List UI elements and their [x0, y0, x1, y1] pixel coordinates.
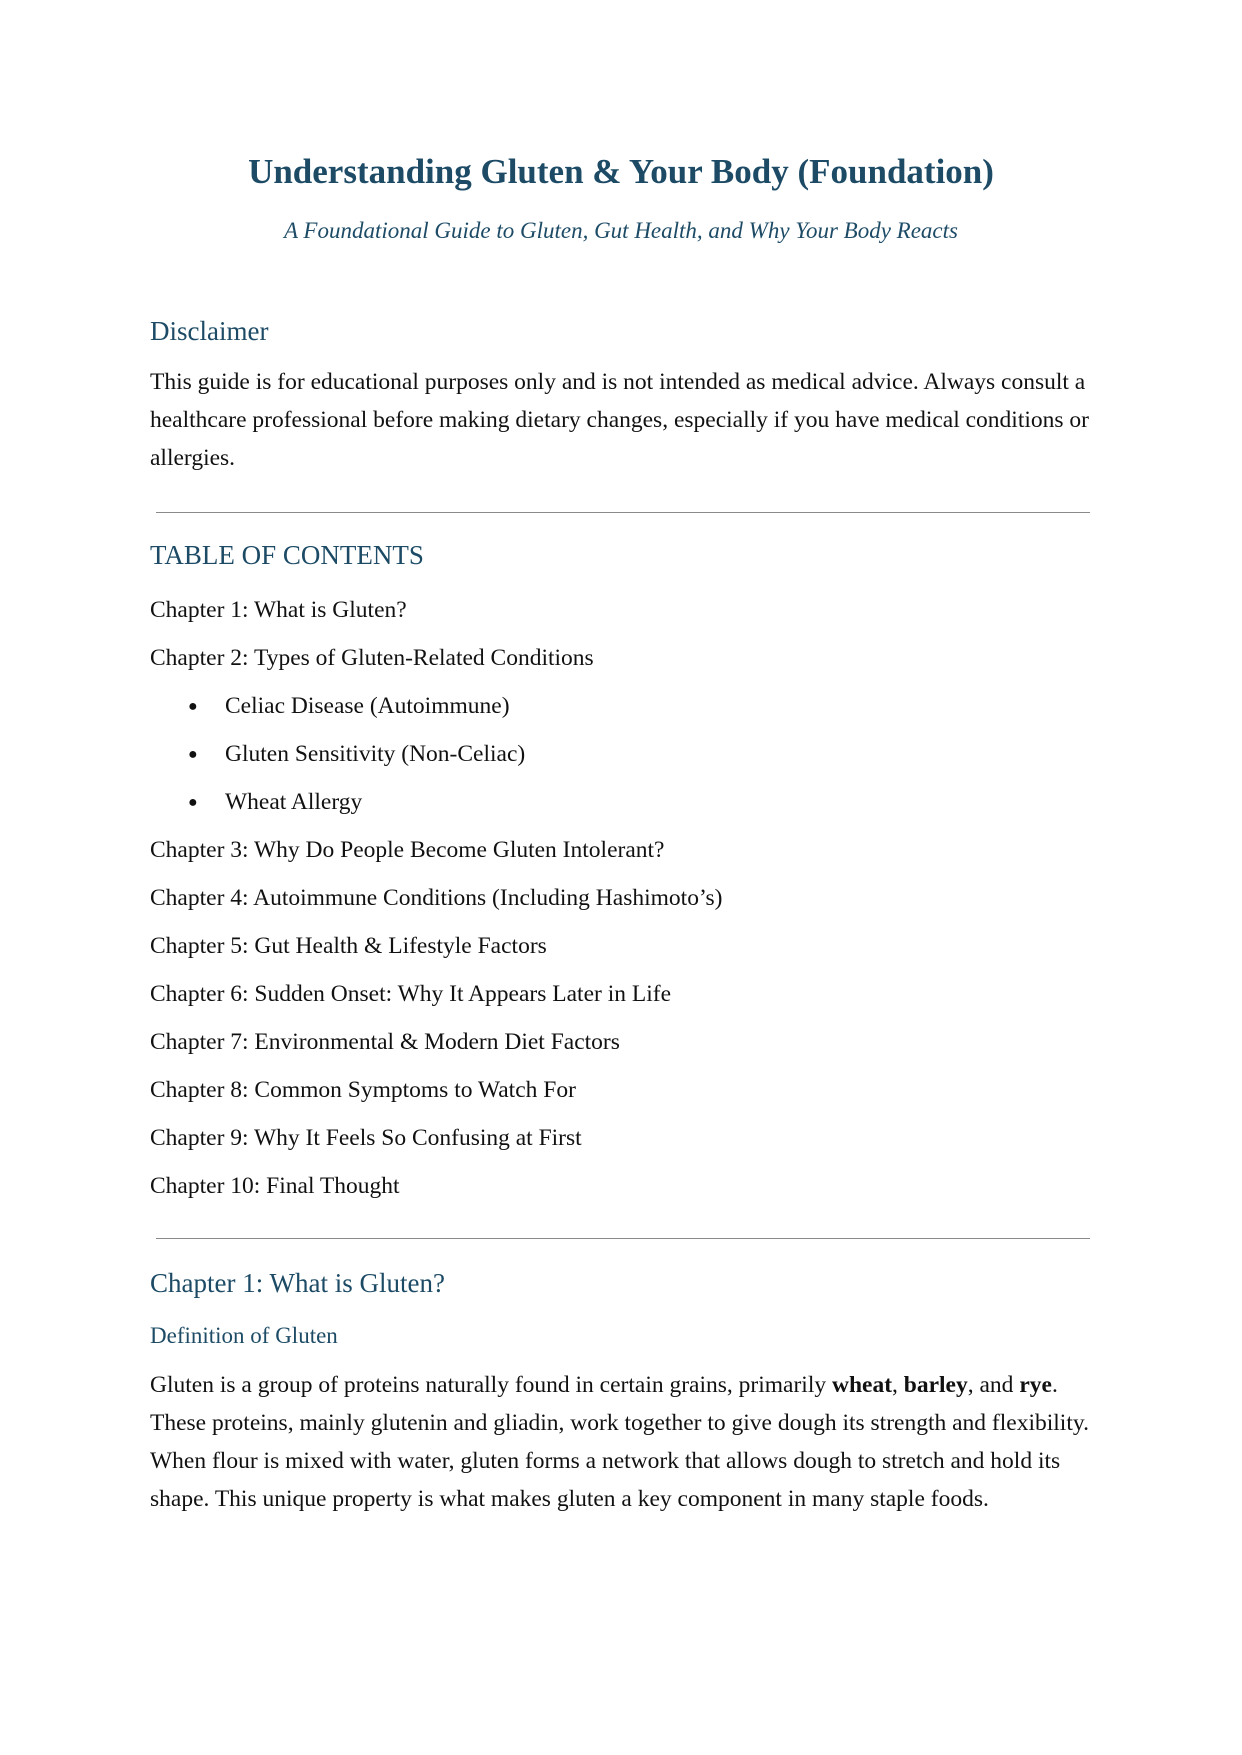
section-divider	[156, 1238, 1090, 1239]
toc-item-chapter-6[interactable]: Chapter 6: Sudden Onset: Why It Appears Later in Life	[150, 981, 672, 1007]
chapter-1-subheading: Definition of Gluten	[150, 1323, 338, 1348]
toc-subitem-celiac[interactable]: ● Celiac Disease (Autoimmune)	[150, 684, 722, 732]
table-of-contents	[150, 588, 722, 1212]
toc-item-chapter-5[interactable]: Chapter 5: Gut Health & Lifestyle Factors	[150, 933, 547, 959]
bullet-icon: ●	[188, 746, 198, 763]
bullet-icon: ●	[188, 698, 198, 715]
document-title: Understanding Gluten & Your Body (Foundation)	[248, 152, 994, 191]
toc-item-chapter-3[interactable]: Chapter 3: Why Do People Become Gluten Intolerant?	[150, 837, 665, 863]
term-wheat: wheat	[831, 1372, 893, 1398]
toc-subitem-wheat-allergy[interactable]: ● Wheat Allergy	[150, 780, 722, 828]
disclaimer-text: This guide is for educational purposes only and is not intended as medical advice. Always consult a healthcare professional before making dietary changes, especially if you have medical conditions or allergies.	[150, 369, 1089, 471]
toc-item-chapter-7[interactable]: Chapter 7: Environmental & Modern Diet Factors	[150, 1029, 620, 1055]
toc-item-chapter-10[interactable]: Chapter 10: Final Thought	[150, 1173, 400, 1199]
section-divider	[156, 512, 1090, 513]
toc-subitem-sensitivity[interactable]: ● Gluten Sensitivity (Non-Celiac)	[150, 732, 722, 780]
term-barley: barley	[903, 1372, 968, 1398]
toc-item-chapter-8[interactable]: Chapter 8: Common Symptoms to Watch For	[150, 1077, 576, 1103]
toc-item-chapter-9[interactable]: Chapter 9: Why It Feels So Confusing at First	[150, 1125, 582, 1151]
chapter-1-paragraph: Gluten is a group of proteins naturally found in certain grains, primarily wheat, barley, and rye. These proteins, mainly glutenin and gliadin, work together to give dough its strength and flexibility. When flour is mixed with water, gluten forms a network that allows dough to stretch and hold its shape. This unique property is what makes gluten a key component in many staple foods.	[150, 1372, 1089, 1512]
toc-item-chapter-4[interactable]: Chapter 4: Autoimmune Conditions (Including Hashimoto’s)	[150, 885, 723, 911]
toc-item-chapter-1[interactable]: Chapter 1: What is Gluten?	[150, 597, 407, 623]
document-subtitle: A Foundational Guide to Gluten, Gut Health, and Why Your Body Reacts	[284, 218, 958, 243]
chapter-1-heading: Chapter 1: What is Gluten?	[150, 1268, 445, 1298]
term-rye: rye	[1019, 1372, 1052, 1398]
toc-item-chapter-2[interactable]: Chapter 2: Types of Gluten-Related Conditions	[150, 645, 594, 671]
disclaimer-heading: Disclaimer	[150, 316, 269, 346]
toc-heading: TABLE OF CONTENTS	[150, 540, 424, 570]
bullet-icon: ●	[188, 794, 198, 811]
